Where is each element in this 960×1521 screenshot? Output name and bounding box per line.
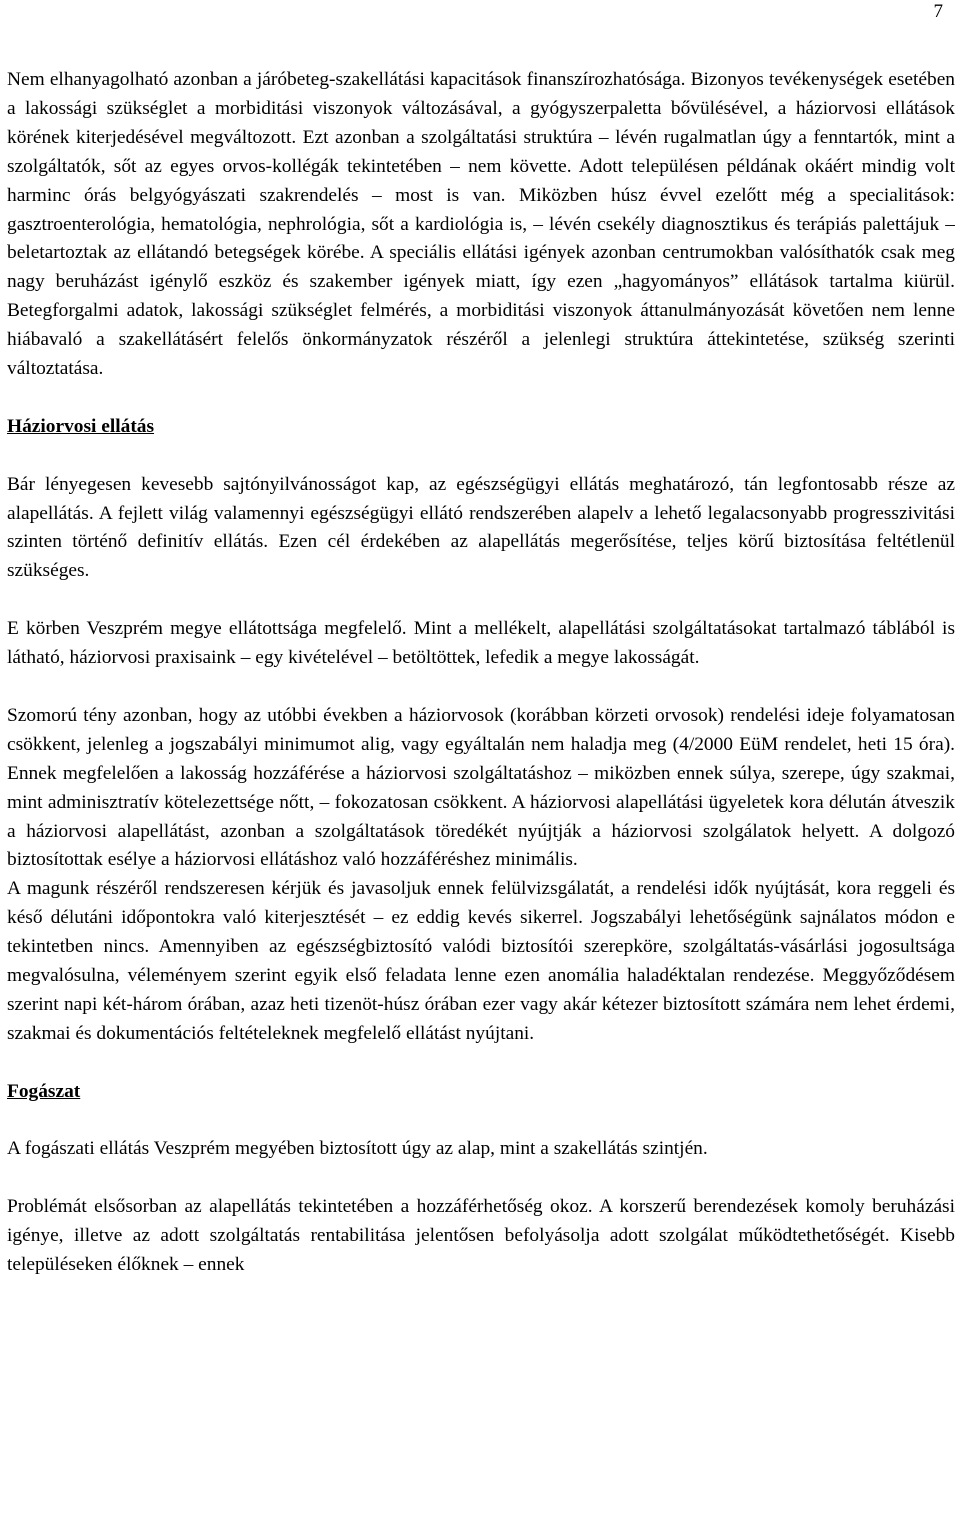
paragraph-veszprem-coverage: E körben Veszprém megye ellátottsága megfelelő. Mint a mellékelt, alapellátási szolgáltatásokat tartalmazó táblából is látható, háziorvosi praxisaink – egy kivételével – betöltöttek, lefedik a megye lakosságát.	[7, 618, 955, 669]
paragraph-dental-care: A fogászati ellátás Veszprém megyében biztosított úgy az alap, mint a szakellátás szintjén.	[7, 1138, 708, 1160]
document-page	[7, 0, 955, 1521]
document-body	[7, 66, 955, 1280]
section-heading-gp-care: Háziorvosi ellátás	[7, 415, 155, 437]
section-heading-dentistry: Fogászat	[7, 1080, 81, 1102]
paragraph-primary-care-importance: Bár lényegesen kevesebb sajtónyilvánosságot kap, az egészségügyi ellátás meghatározó, tán legfontosabb része az alapellátás. A fejlett világ valamennyi egészségügyi ellátó rendszerében alapelv a lehető legalacsonyabb progresszivitási szinten történő definitív ellátás. Ezen cél érdekében az alapellátás megerősítése, teljes körű biztosítása feltétlenül szükséges.	[7, 473, 955, 582]
paragraph-dental-access-problem: Problémát elsősorban az alapellátás tekintetében a hozzáférhetőség okoz. A korszerű berendezések komoly beruházási igénye, illetve az adott szolgáltatás rentabilitása jelentősen befolyásolja adott szolgálat működtethetőségét. Kisebb településeken élőknek – ennek	[7, 1196, 955, 1276]
paragraph-recommendations: A magunk részéről rendszeresen kérjük és javasoljuk ennek felülvizsgálatát, a rendelési idők nyújtását, kora reggeli és késő délutáni időpontokra való kiterjesztését – ez eddig kevés sikerrel. Jogszabályi lehetőségünk sajnálatos módon e tekintetben nincs. Amennyiben az egészségbiztosító valódi biztosítói szerepköre, szolgáltatás-vásárlási jogosultsága megvalósulna, véleményem szerint egyik első feladata lenne ezen anomália haladéktalan rendezése. Meggyőződésem szerint napi két-három órában, azaz heti tizenöt-húsz órában ezer vagy akár kétezer biztosított számára nem lehet érdemi, szakmai és dokumentációs feltételeknek megfelelő ellátást nyújtani.	[7, 878, 955, 1044]
paragraph-outpatient-capacity: Nem elhanyagolható azonban a járóbeteg-szakellátási kapacitások finanszírozhatósága. Bizonyos tevékenységek esetében a lakossági szükséglet a morbiditási viszonyok változásával, a gyógyszerpaletta bővülésével, a háziorvosi ellátások körének kiterjedésével megváltozott. Ezt azonban a szolgáltatási struktúra – lévén rugalmatlan úgy a fenntartók, mint a szolgáltatók, sőt az egyes orvos-kollégák tekintetében – nem követte. Adott településen példának okáért mindig volt harminc órás belgyógyászati szakrendelés – most is van. Miközben húsz évvel ezelőtt még a specialitások: gasztroenterológia, hematológia, nephrológia, sőt a kardiológia is, – lévén csekély diagnosztikus és terápiás palettájuk – beletartoztak az ellátandó betegségek körébe. A speciális ellátási igények azonban centrumokban valósíthatók csak meg nagy beruházást igénylő eszköz és szakember igények miatt, így ezen „hagyományos” ellátások tartalma kiürül. Betegforgalmi adatok, lakossági szükséglet felmérés, a morbiditási viszonyok áttanulmányozását követően nem lenne hiábavaló a szakellátásért felelős önkormányzatok részéről a jelenlegi struktúra áttekintetése, szükség szerinti változtatása.	[7, 69, 955, 380]
paragraph-consulting-hours: Szomorú tény azonban, hogy az utóbbi években a háziorvosok (korábban körzeti orvosok) rendelési ideje folyamatosan csökkent, jelenleg a jogszabályi minimumot alig, vagy egyáltalán nem haladja meg (4/2000 EüM rendelet, heti 15 óra). Ennek megfelelően a lakosság hozzáférése a háziorvosi szolgáltatáshoz – miközben ennek súlya, szerepe, úgy szakmai, mint adminisztratív kötelezettsége nőtt, – fokozatosan csökkent. A háziorvosi alapellátási ügyeletek kora délután átveszik a háziorvosi alapellátást, azonban a szolgáltatások töredékét nyújtják a háziorvosi szolgálatok helyett. A dolgozó biztosítottak esélye a háziorvosi ellátáshoz való hozzáféréshez minimális.	[7, 704, 955, 871]
page-number: 7	[933, 1, 943, 22]
